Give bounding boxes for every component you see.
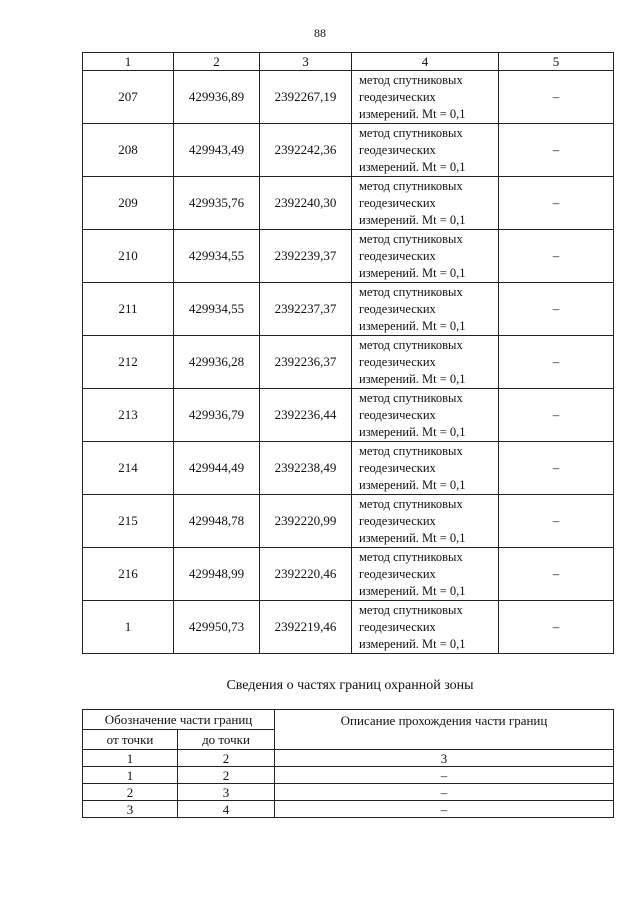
x-coordinate-cell: 429948,99 [174, 548, 260, 601]
method-line: метод спутниковых [359, 496, 463, 511]
x-coordinate-cell: 429944,49 [174, 442, 260, 495]
method-line: геодезических [359, 354, 436, 369]
method-line: метод спутниковых [359, 443, 463, 458]
note-cell: – [499, 389, 614, 442]
description-cell: – [275, 767, 614, 784]
method-line: геодезических [359, 301, 436, 316]
method-line: геодезических [359, 89, 436, 104]
method-line: геодезических [359, 513, 436, 528]
header-to-point: до точки [178, 730, 275, 750]
method-line: метод спутниковых [359, 231, 463, 246]
method-line: измерений. Mt = 0,1 [359, 212, 466, 227]
note-cell: – [499, 601, 614, 654]
y-coordinate-cell: 2392220,99 [260, 495, 352, 548]
method-cell [352, 336, 499, 389]
method-line: метод спутниковых [359, 178, 463, 193]
to-point-cell: 2 [178, 750, 275, 767]
point-cell: 213 [83, 389, 174, 442]
table-row [83, 548, 614, 601]
table-row [83, 601, 614, 654]
from-point-cell: 1 [83, 750, 178, 767]
point-cell: 210 [83, 230, 174, 283]
y-coordinate-cell: 2392220,46 [260, 548, 352, 601]
table-row [83, 177, 614, 230]
y-coordinate-cell: 2392267,19 [260, 71, 352, 124]
x-coordinate-cell: 429936,79 [174, 389, 260, 442]
boundary-parts-table [82, 709, 614, 818]
table-row [83, 784, 614, 801]
note-cell: – [499, 71, 614, 124]
point-cell: 211 [83, 283, 174, 336]
table-row [83, 750, 614, 767]
method-cell [352, 442, 499, 495]
from-point-cell: 2 [83, 784, 178, 801]
method-line: измерений. Mt = 0,1 [359, 477, 466, 492]
note-cell: – [499, 230, 614, 283]
method-line: измерений. Mt = 0,1 [359, 636, 466, 651]
method-line: измерений. Mt = 0,1 [359, 530, 466, 545]
method-line: метод спутниковых [359, 602, 463, 617]
table-row [83, 71, 614, 124]
method-line: метод спутниковых [359, 549, 463, 564]
method-line: измерений. Mt = 0,1 [359, 424, 466, 439]
column-header: 5 [499, 53, 614, 71]
method-line: измерений. Mt = 0,1 [359, 371, 466, 386]
point-cell: 1 [83, 601, 174, 654]
y-coordinate-cell: 2392242,36 [260, 124, 352, 177]
description-cell: – [275, 801, 614, 818]
note-cell: – [499, 495, 614, 548]
table-row [83, 389, 614, 442]
y-coordinate-cell: 2392238,49 [260, 442, 352, 495]
method-line: измерений. Mt = 0,1 [359, 265, 466, 280]
x-coordinate-cell: 429943,49 [174, 124, 260, 177]
to-point-cell: 3 [178, 784, 275, 801]
table-row [83, 801, 614, 818]
method-line: геодезических [359, 460, 436, 475]
description-cell: 3 [275, 750, 614, 767]
to-point-cell: 2 [178, 767, 275, 784]
table-row [83, 283, 614, 336]
point-cell: 207 [83, 71, 174, 124]
y-coordinate-cell: 2392236,44 [260, 389, 352, 442]
method-cell [352, 230, 499, 283]
column-header: 4 [352, 53, 499, 71]
method-line: метод спутниковых [359, 337, 463, 352]
note-cell: – [499, 442, 614, 495]
method-line: метод спутниковых [359, 284, 463, 299]
x-coordinate-cell: 429935,76 [174, 177, 260, 230]
table-row [83, 442, 614, 495]
y-coordinate-cell: 2392236,37 [260, 336, 352, 389]
y-coordinate-cell: 2392240,30 [260, 177, 352, 230]
y-coordinate-cell: 2392219,46 [260, 601, 352, 654]
method-line: измерений. Mt = 0,1 [359, 318, 466, 333]
method-line: геодезических [359, 195, 436, 210]
method-line: измерений. Mt = 0,1 [359, 159, 466, 174]
method-line: геодезических [359, 566, 436, 581]
point-cell: 209 [83, 177, 174, 230]
point-cell: 215 [83, 495, 174, 548]
table-row [83, 495, 614, 548]
x-coordinate-cell: 429934,55 [174, 230, 260, 283]
method-cell [352, 177, 499, 230]
page-number: 88 [314, 26, 326, 40]
table-row [83, 124, 614, 177]
method-cell [352, 283, 499, 336]
column-header: 3 [260, 53, 352, 71]
method-line: измерений. Mt = 0,1 [359, 583, 466, 598]
method-line: геодезических [359, 248, 436, 263]
x-coordinate-cell: 429936,28 [174, 336, 260, 389]
x-coordinate-cell: 429934,55 [174, 283, 260, 336]
coordinates-header-row [83, 53, 614, 71]
note-cell: – [499, 124, 614, 177]
section-title: Сведения о частях границ охранной зоны [226, 678, 474, 693]
method-line: геодезических [359, 142, 436, 157]
method-cell [352, 495, 499, 548]
header-group-designation: Обозначение части границ [83, 710, 275, 730]
method-line: геодезических [359, 619, 436, 634]
x-coordinate-cell: 429950,73 [174, 601, 260, 654]
column-header: 2 [174, 53, 260, 71]
method-line: метод спутниковых [359, 125, 463, 140]
method-cell [352, 71, 499, 124]
x-coordinate-cell: 429936,89 [174, 71, 260, 124]
method-line: метод спутниковых [359, 390, 463, 405]
x-coordinate-cell: 429948,78 [174, 495, 260, 548]
method-line: геодезических [359, 407, 436, 422]
note-cell: – [499, 548, 614, 601]
y-coordinate-cell: 2392239,37 [260, 230, 352, 283]
y-coordinate-cell: 2392237,37 [260, 283, 352, 336]
table-row [83, 767, 614, 784]
header-from-point: от точки [83, 730, 178, 750]
method-cell [352, 389, 499, 442]
note-cell: – [499, 283, 614, 336]
point-cell: 208 [83, 124, 174, 177]
parts-header-row [83, 710, 614, 730]
method-line: измерений. Mt = 0,1 [359, 106, 466, 121]
table-row [83, 230, 614, 283]
method-line: метод спутниковых [359, 72, 463, 87]
header-description: Описание прохождения части границ [275, 710, 614, 750]
from-point-cell: 1 [83, 767, 178, 784]
table-row [83, 336, 614, 389]
point-cell: 212 [83, 336, 174, 389]
column-header: 1 [83, 53, 174, 71]
method-cell [352, 601, 499, 654]
point-cell: 216 [83, 548, 174, 601]
description-cell: – [275, 784, 614, 801]
to-point-cell: 4 [178, 801, 275, 818]
note-cell: – [499, 177, 614, 230]
method-cell [352, 124, 499, 177]
method-cell [352, 548, 499, 601]
coordinates-table [82, 52, 614, 654]
point-cell: 214 [83, 442, 174, 495]
from-point-cell: 3 [83, 801, 178, 818]
note-cell: – [499, 336, 614, 389]
